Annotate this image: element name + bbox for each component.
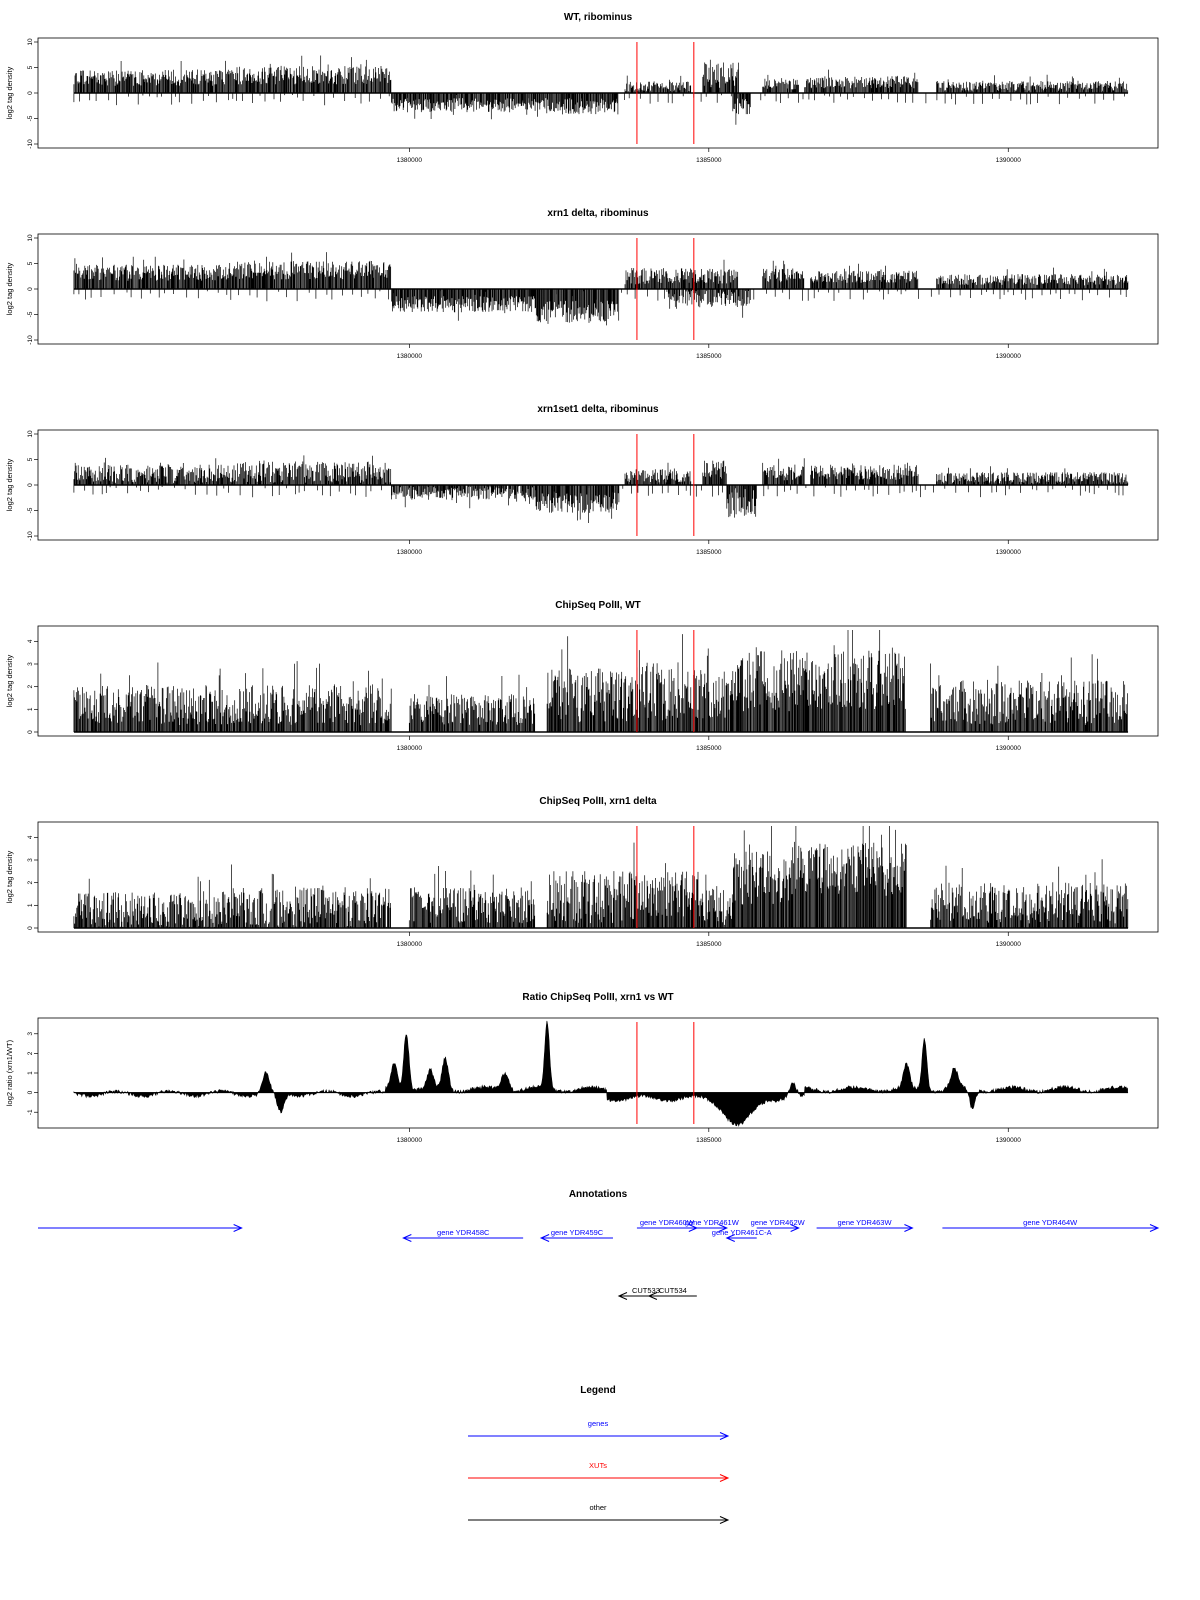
y-tick-label: -5 (27, 311, 34, 318)
y-tick-label: 0 (27, 1090, 34, 1095)
y-tick-label: 0 (27, 91, 34, 95)
y-tick-label: 3 (27, 1031, 34, 1036)
y-tick-label: 4 (27, 835, 34, 840)
bar-series (74, 455, 1128, 523)
annotation-feature (942, 1218, 1158, 1232)
y-tick-label: -10 (27, 531, 34, 541)
legend-title: Legend (580, 1385, 616, 1396)
annotation-label: CUT533 (631, 1286, 660, 1295)
annotation-label: gene YDR461W (684, 1218, 739, 1227)
x-tick-label: 1385000 (696, 941, 722, 948)
panel-title: xrn1set1 delta, ribominus (537, 404, 659, 415)
panel-4 (5, 600, 1158, 752)
panel-title: ChipSeq PolII, WT (555, 600, 641, 611)
y-axis-label: log2 tag density (5, 262, 14, 316)
signal-bars (74, 455, 1128, 523)
x-tick-label: 1380000 (396, 1137, 422, 1144)
x-tick-label: 1385000 (696, 353, 722, 360)
y-tick-label: 2 (27, 684, 34, 689)
signal-bars (74, 826, 1128, 928)
x-tick-label: 1385000 (696, 1137, 722, 1144)
panel-title: Ratio ChipSeq PolII, xrn1 vs WT (522, 992, 674, 1003)
bar-series (74, 630, 1128, 732)
y-tick-label: 0 (27, 287, 34, 291)
y-tick-label: -1 (27, 1109, 34, 1116)
panel-1 (5, 12, 1158, 164)
legend-item (468, 1461, 728, 1482)
y-tick-label: 10 (27, 38, 34, 46)
annotation-feature (817, 1218, 913, 1232)
signal-bars (74, 56, 1128, 125)
x-tick-label: 1390000 (995, 353, 1021, 360)
y-tick-label: -10 (27, 335, 34, 345)
annotation-feature (712, 1228, 772, 1242)
x-tick-label: 1390000 (995, 941, 1021, 948)
x-tick-label: 1390000 (995, 549, 1021, 556)
annotation-label: gene YDR461C-A (711, 1228, 772, 1237)
panel-2 (5, 208, 1158, 360)
panel-title: WT, ribominus (563, 12, 633, 23)
y-tick-label: 3 (27, 858, 34, 862)
y-tick-label: -10 (27, 139, 34, 149)
legend (468, 1385, 728, 1524)
panel-5 (5, 796, 1158, 948)
x-tick-label: 1380000 (396, 745, 422, 752)
x-tick-label: 1380000 (396, 353, 422, 360)
y-tick-label: 10 (27, 430, 34, 438)
y-axis-label: log2 tag density (5, 654, 14, 708)
plot-frame (38, 1018, 1158, 1128)
y-tick-label: 1 (27, 1071, 34, 1075)
panel-6 (5, 992, 1158, 1144)
y-tick-label: 3 (27, 662, 34, 666)
legend-item (468, 1503, 728, 1524)
y-axis-label: log2 tag density (5, 850, 14, 904)
y-axis-label: log2 tag density (5, 458, 14, 512)
y-tick-label: 4 (27, 639, 34, 644)
y-tick-label: 0 (27, 730, 34, 734)
x-tick-label: 1380000 (396, 941, 422, 948)
y-tick-label: -5 (27, 115, 34, 122)
legend-label: genes (587, 1419, 609, 1428)
annotation-feature (38, 1225, 242, 1232)
panel-title: xrn1 delta, ribominus (547, 208, 649, 219)
ratio-area (74, 1021, 1128, 1126)
x-tick-label: 1390000 (995, 157, 1021, 164)
annotation-label: gene YDR464W (1023, 1218, 1078, 1227)
annotations-title: Annotations (568, 1189, 628, 1200)
x-tick-label: 1380000 (396, 549, 422, 556)
x-tick-label: 1380000 (396, 157, 422, 164)
annotation-label: gene YDR459C (550, 1228, 604, 1237)
y-tick-label: 5 (27, 261, 34, 266)
x-tick-label: 1385000 (696, 745, 722, 752)
annotation-feature (403, 1228, 523, 1242)
y-tick-label: 2 (27, 1051, 34, 1056)
y-tick-label: 5 (27, 457, 34, 462)
bar-series (74, 56, 1128, 125)
y-tick-label: 1 (27, 903, 34, 908)
legend-label: XUTs (589, 1461, 607, 1470)
y-tick-label: 1 (27, 707, 34, 712)
annotation-label: CUT534 (658, 1286, 687, 1295)
legend-item (468, 1419, 728, 1440)
y-tick-label: 0 (27, 483, 34, 487)
y-tick-label: -5 (27, 507, 34, 514)
annotation-label: gene YDR458C (437, 1228, 490, 1237)
panel-title: ChipSeq PolII, xrn1 delta (539, 796, 657, 807)
panel-3 (5, 404, 1158, 556)
x-tick-label: 1390000 (995, 1137, 1021, 1144)
x-tick-label: 1385000 (696, 157, 722, 164)
bar-series (74, 826, 1128, 928)
annotation-feature (541, 1228, 613, 1242)
y-axis-label: log2 tag density (5, 66, 14, 120)
x-tick-label: 1390000 (995, 745, 1021, 752)
y-tick-label: 5 (27, 65, 34, 70)
annotations-section (38, 1189, 1158, 1300)
annotation-label: gene YDR462W (750, 1218, 805, 1227)
y-tick-label: 0 (27, 926, 34, 930)
annotation-label: gene YDR460W (639, 1218, 694, 1227)
y-axis-label: log2 ratio (xrn1/WT) (5, 1039, 14, 1107)
x-tick-label: 1385000 (696, 549, 722, 556)
signal-bars (74, 630, 1128, 732)
y-tick-label: 10 (27, 234, 34, 242)
annotation-label: gene YDR463W (837, 1218, 892, 1227)
legend-label: other (589, 1503, 607, 1512)
y-tick-label: 2 (27, 880, 34, 885)
